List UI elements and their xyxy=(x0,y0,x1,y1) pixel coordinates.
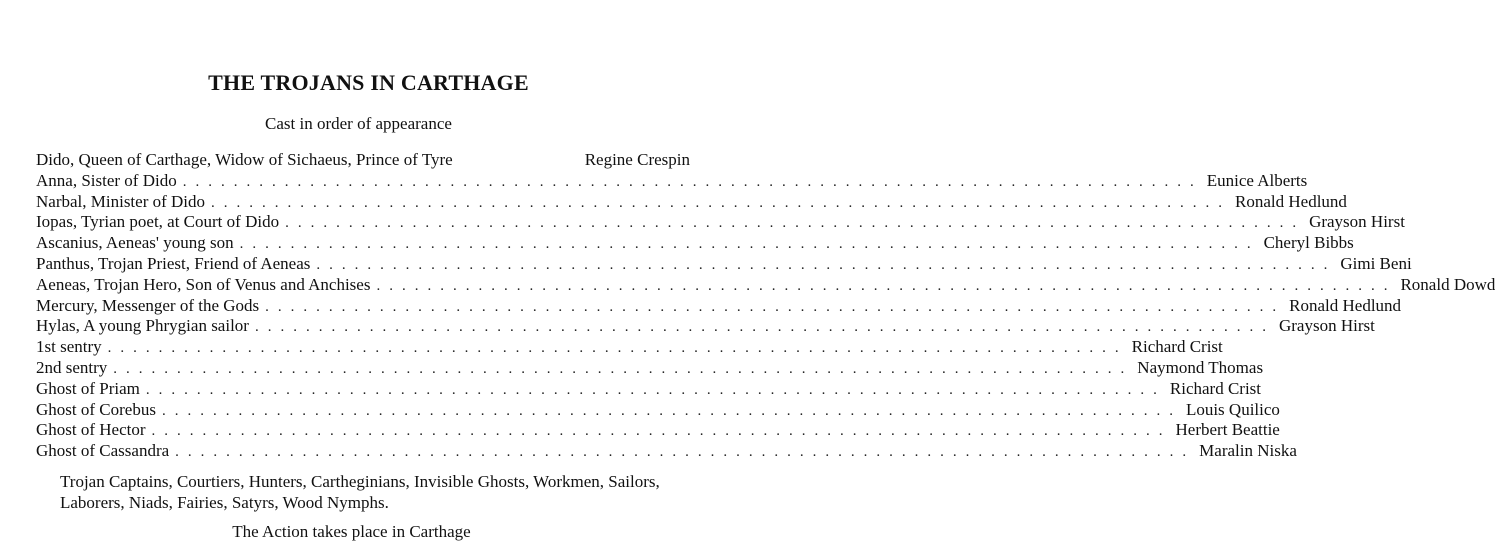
dot-leader: ................................................................................ xyxy=(175,444,1196,461)
cast-row xyxy=(36,212,1405,233)
dot-leader: ................................................................................ xyxy=(113,360,1134,377)
cast-row xyxy=(36,316,1375,337)
cast-row xyxy=(36,420,1280,441)
cast-role: Ghost of Priam xyxy=(36,378,140,398)
dot-leader: ................................................................................ xyxy=(265,298,1286,315)
cast-row xyxy=(36,357,1264,379)
cast-role: 2nd sentry xyxy=(36,357,108,377)
dot-leader: ................................................................................ xyxy=(239,236,1260,253)
cast-role: Dido, Queen of Carthage, Widow of Sichaeus, Prince of Tyre xyxy=(36,150,453,169)
cast-row xyxy=(36,253,1412,275)
dot-leader: ................................................................................ xyxy=(211,194,1232,211)
dot-leader: ................................................................................ xyxy=(151,423,1172,440)
cast-actor: Gimi Beni xyxy=(1340,253,1412,273)
cast-actor: Ronald Dowd xyxy=(1400,274,1495,294)
dot-leader: ................................................................................ xyxy=(376,277,1397,294)
cast-row xyxy=(36,150,690,171)
cast-actor: Eunice Alberts xyxy=(1206,170,1308,190)
cast-row xyxy=(36,295,1402,317)
cast-row xyxy=(36,337,1223,358)
cast-actor: Richard Crist xyxy=(1169,378,1262,398)
cast-row xyxy=(36,399,1280,421)
cast-actor: Maralin Niska xyxy=(1199,441,1297,461)
cast-row xyxy=(36,170,1308,192)
page-subtitle: Cast in order of appearance xyxy=(265,114,452,133)
cast-role: Ghost of Corebus xyxy=(36,399,156,419)
cast-role: Iopas, Tyrian poet, at Court of Dido xyxy=(36,212,280,232)
cast-row xyxy=(36,233,1354,254)
cast-actor: Grayson Hirst xyxy=(1309,212,1405,232)
cast-row xyxy=(36,378,1262,400)
page-title: THE TROJANS IN CARTHAGE xyxy=(208,70,529,95)
dot-leader: ................................................................................ xyxy=(182,173,1203,190)
cast-actor: Ronald Hedlund xyxy=(1289,295,1402,315)
dot-leader: ................................................................................ xyxy=(161,402,1182,419)
cast-actor: Herbert Beattie xyxy=(1175,420,1280,440)
cast-role: Aeneas, Trojan Hero, Son of Venus and Anchises xyxy=(36,274,371,294)
cast-actor: Cheryl Bibbs xyxy=(1263,233,1354,253)
cast-row xyxy=(36,191,1347,213)
dot-leader: ................................................................................ xyxy=(145,381,1166,398)
dot-leader: ................................................................................ xyxy=(285,215,1306,232)
cast-row xyxy=(36,274,1495,296)
dot-leader: ................................................................................ xyxy=(316,256,1337,273)
cast-role: Ghost of Cassandra xyxy=(36,441,170,461)
extras-paragraph: Trojan Captains, Courtiers, Hunters, Cartheginians, Invisible Ghosts, Workmen, Sailors, Laborers, Niads, Fairies, Satyrs, Wood Nymphs. xyxy=(60,472,660,512)
cast-role: Ascanius, Aeneas' young son xyxy=(36,233,234,253)
cast-actor: Naymond Thomas xyxy=(1137,357,1264,377)
cast-actor: Ronald Hedlund xyxy=(1235,191,1347,211)
cast-role: Mercury, Messenger of the Gods xyxy=(36,295,260,315)
cast-role: Anna, Sister of Dido xyxy=(36,170,177,190)
cast-role: Hylas, A young Phrygian sailor xyxy=(36,316,249,336)
cast-role: Panthus, Trojan Priest, Friend of Aeneas xyxy=(36,253,311,273)
setting-note: The Action takes place in Carthage xyxy=(232,522,471,541)
cast-actor: Grayson Hirst xyxy=(1278,316,1375,336)
cast-role: Narbal, Minister of Dido xyxy=(36,191,206,211)
dot-leader: ................................................................................ xyxy=(254,319,1275,336)
cast-row xyxy=(36,441,1297,462)
cast-actor: Richard Crist xyxy=(1131,337,1223,357)
cast-actor: Regine Crespin xyxy=(584,150,690,169)
cast-role: 1st sentry xyxy=(36,337,102,357)
cast-list xyxy=(36,150,1495,462)
cast-actor: Louis Quilico xyxy=(1185,399,1280,419)
cast-role: Ghost of Hector xyxy=(36,420,146,440)
dot-leader: ................................................................................ xyxy=(107,340,1128,357)
